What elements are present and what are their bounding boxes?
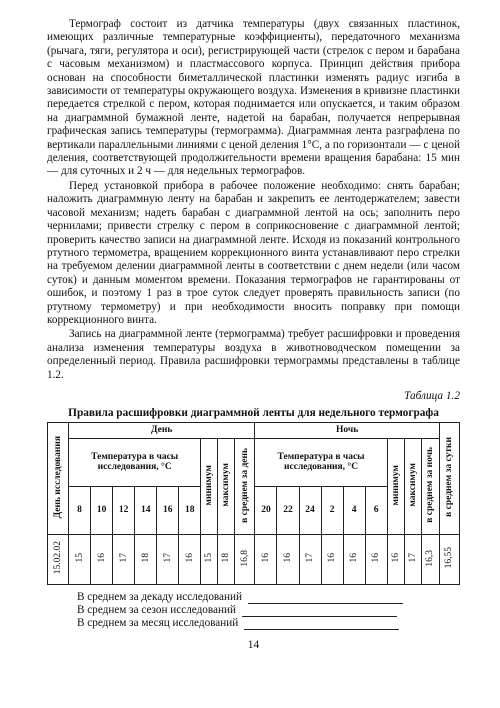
value-cell: 18 xyxy=(135,534,157,584)
night-avg-cell: 16,3 xyxy=(421,534,439,584)
value-cell: 16 xyxy=(255,534,277,584)
value-cell: 15 xyxy=(69,534,91,584)
value-cell: 16 xyxy=(321,534,343,584)
night-avg-header: в среднем за ночь xyxy=(421,438,439,534)
day-max-cell: 18 xyxy=(218,534,235,584)
summary-label: В среднем за месяц исследований xyxy=(77,616,239,629)
value-cell: 16 xyxy=(91,534,113,584)
summary-row xyxy=(77,591,460,604)
summary-label: В среднем за сезон исследований xyxy=(77,603,236,616)
value-cell: 16 xyxy=(179,534,201,584)
hour-header: 2 xyxy=(321,486,343,534)
hour-header: 4 xyxy=(343,486,365,534)
day-min-cell: 15 xyxy=(201,534,218,584)
hour-header: 10 xyxy=(91,486,113,534)
value-cell: 17 xyxy=(113,534,135,584)
hour-header: 24 xyxy=(299,486,321,534)
paragraph-2: Перед установкой прибора в рабочее положение необходимо: снять барабан; наложить диаграммную ленту на барабан и закрепить ее лентодержателем; завести часовой механизм; надеть барабан с диаграммной лентой на ось; заполнить перо чернилами; привести стрелку с пером в соприкосновение с диаграммной лентой; проверить качество записи на диаграммной ленте. Исходя из показаний контрольного ртутного термометра, вращением коррекционного винта устанавливают перо стрелки на требуемом делении диаграммной ленты в соответствии с днем недели (или часом суток) и данным моментом времени. Показания термографов не гарантированы от ошибок, и поэтому 1 раз в трое суток следует проверять правильность записи (по ртутному термометру) и при необходимости вносить поправку при помощи коррекционного винта. xyxy=(47,179,460,326)
paragraph-3: Запись на диаграммной ленте (термограмма) требует расшифровки и проведения анализа изменения температуры воздуха в животноводческом помещении за определенный период. Правила расшифровки термограммы представлены в таблице 1.2. xyxy=(47,328,460,381)
fill-in-line xyxy=(242,606,397,617)
hour-header: 18 xyxy=(179,486,201,534)
night-min-cell: 16 xyxy=(387,534,404,584)
night-min-header: минимум xyxy=(387,438,404,534)
value-cell: 17 xyxy=(157,534,179,584)
fill-in-line xyxy=(244,619,399,630)
value-cell: 16 xyxy=(277,534,299,584)
research-day-header: День исследования xyxy=(48,422,69,534)
paragraph-1: Термограф состоит из датчика температуры (двух связанных пластинок, имеющих различные температурные коэффициенты), передаточного механизма (рычага, тяги, регулятора и оси), регистрирующей части (стрелок с пером и барабана с часовым механизмом) и пластмассового корпуса. Принцип действия прибора основан на способности биметаллической пластинки изменять радиус изгиба в зависимости от температуры окружающего воздуха. Изменения в кривизне пластинки передается стрелкой с пером, которая поднимается или опускается, и таким образом на диаграммной бумажной ленте, надетой на барабан, получается непрерывная графическая запись температуры (термограмма). Диаграммная лента разграфлена по вертикали параллельными линиями с ценой деления 1°С, а по горизонтали — с ценой деления, соответствующей продолжительности времени вращения барабана: 15 мин — для суточных и 2 ч — для недельных термографов. xyxy=(47,18,460,178)
page-number: 14 xyxy=(247,638,260,651)
night-temp-header: Температура в часы исследования, °С xyxy=(255,438,387,486)
daily-avg-cell: 16,55 xyxy=(439,534,459,584)
hour-header: 12 xyxy=(113,486,135,534)
summary-row xyxy=(77,617,460,630)
day-temp-header: Температура в часы исследования, °С xyxy=(69,438,201,486)
night-max-cell: 17 xyxy=(404,534,421,584)
fill-in-line xyxy=(248,593,403,604)
day-avg-header: в среднем за день xyxy=(235,438,255,534)
night-header: Ночь xyxy=(255,422,439,438)
hour-header: 6 xyxy=(365,486,387,534)
night-max-header: максимум xyxy=(404,438,421,534)
hour-header: 14 xyxy=(135,486,157,534)
table-title: Правила расшифровки диаграммной ленты для недельного термографа xyxy=(68,406,439,419)
hour-header: 20 xyxy=(255,486,277,534)
summary-block xyxy=(47,591,460,630)
value-cell: 16 xyxy=(365,534,387,584)
day-max-header: максимум xyxy=(218,438,235,534)
table-row xyxy=(48,534,460,584)
hour-header: 8 xyxy=(69,486,91,534)
decoding-table xyxy=(47,422,460,585)
table-caption: Таблица 1.2 xyxy=(404,389,460,402)
summary-label: В среднем за декаду исследований xyxy=(77,590,242,603)
daily-avg-header: в среднем за сутки xyxy=(439,422,459,534)
value-cell: 17 xyxy=(299,534,321,584)
research-date-cell: 15.02.02 xyxy=(48,534,69,584)
day-header: День xyxy=(69,422,255,438)
day-min-header: минимум xyxy=(201,438,218,534)
hour-header: 16 xyxy=(157,486,179,534)
hour-header: 22 xyxy=(277,486,299,534)
day-avg-cell: 16,8 xyxy=(235,534,255,584)
summary-row xyxy=(77,604,460,617)
value-cell: 16 xyxy=(343,534,365,584)
